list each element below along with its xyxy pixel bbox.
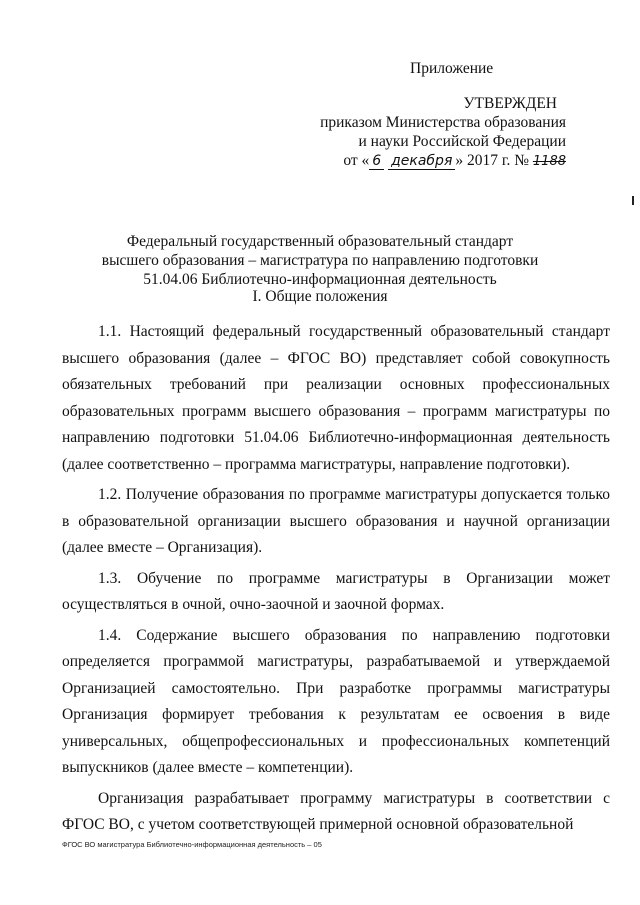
paragraph-1-3: 1.3. Обучение по программе магистратуры в Организации может осуществляться в очной, очно-заочной и заочной формах. [62, 569, 610, 613]
order-day-handwritten: 6 [369, 153, 384, 170]
paragraph-1-1: 1.1. Настоящий федеральный государственный образовательный стандарт высшего образования (далее – ФГОС ВО) представляет собой совокупность обязательных требований при реализации основных профессиональных образовательных программ высшего образования – программ магистратуры по направлению подготовки 51.04.06 Библиотечно-информационная деятельность (далее соответственно – программа магистратуры, направление подготовки). [62, 323, 610, 473]
title-line-3: 51.04.06 Библиотечно-информационная деятельность [143, 271, 497, 288]
order-number-handwritten: 1188 [532, 154, 566, 169]
paragraph-1-4: 1.4. Содержание высшего образования по направлению подготовки определяется программой магистратуры, разрабатываемой и утверждаемой Организацией самостоятельно. При разработке программы магистратуры Организация формирует требования к результатам ее освоения в виде универсальных, общепрофессиональных и профессиональных компетенций выпускников (далее вместе – компетенции). [62, 626, 610, 776]
approved-heading: УТВЕРЖДЕН [463, 95, 557, 112]
order-line-1: приказом Министерства образования [320, 114, 566, 131]
order-line-2: и науки Российской Федерации [358, 133, 566, 150]
approval-block [306, 94, 566, 171]
order-month-handwritten: декабря [388, 153, 455, 170]
order-year: » 2017 г. № [455, 152, 530, 169]
appendix-label: Приложение [410, 60, 494, 77]
scan-edge-mark [632, 196, 634, 205]
order-from: от « [343, 152, 370, 169]
title-line-1: Федеральный государственный образовательный стандарт [126, 233, 514, 250]
document-body [62, 319, 610, 839]
paragraph-1-2: 1.2. Получение образования по программе магистратуры допускается только в образовательной организации высшего образования и научной организации (далее вместе – Организация). [62, 486, 610, 556]
title-line-2: высшего образования – магистратура по направлению подготовки [101, 252, 539, 269]
order-date-line [306, 151, 566, 171]
section-heading: I. Общие положения [252, 288, 388, 305]
paragraph-organization: Организация разрабатывает программу магистратуры в соответствии с ФГОС ВО, с учетом соответствующей примерной основной образовательной [62, 789, 610, 833]
page-footer: ФГОС ВО магистратура Библиотечно-информационная деятельность – 05 [62, 840, 322, 849]
document-title [60, 232, 580, 289]
